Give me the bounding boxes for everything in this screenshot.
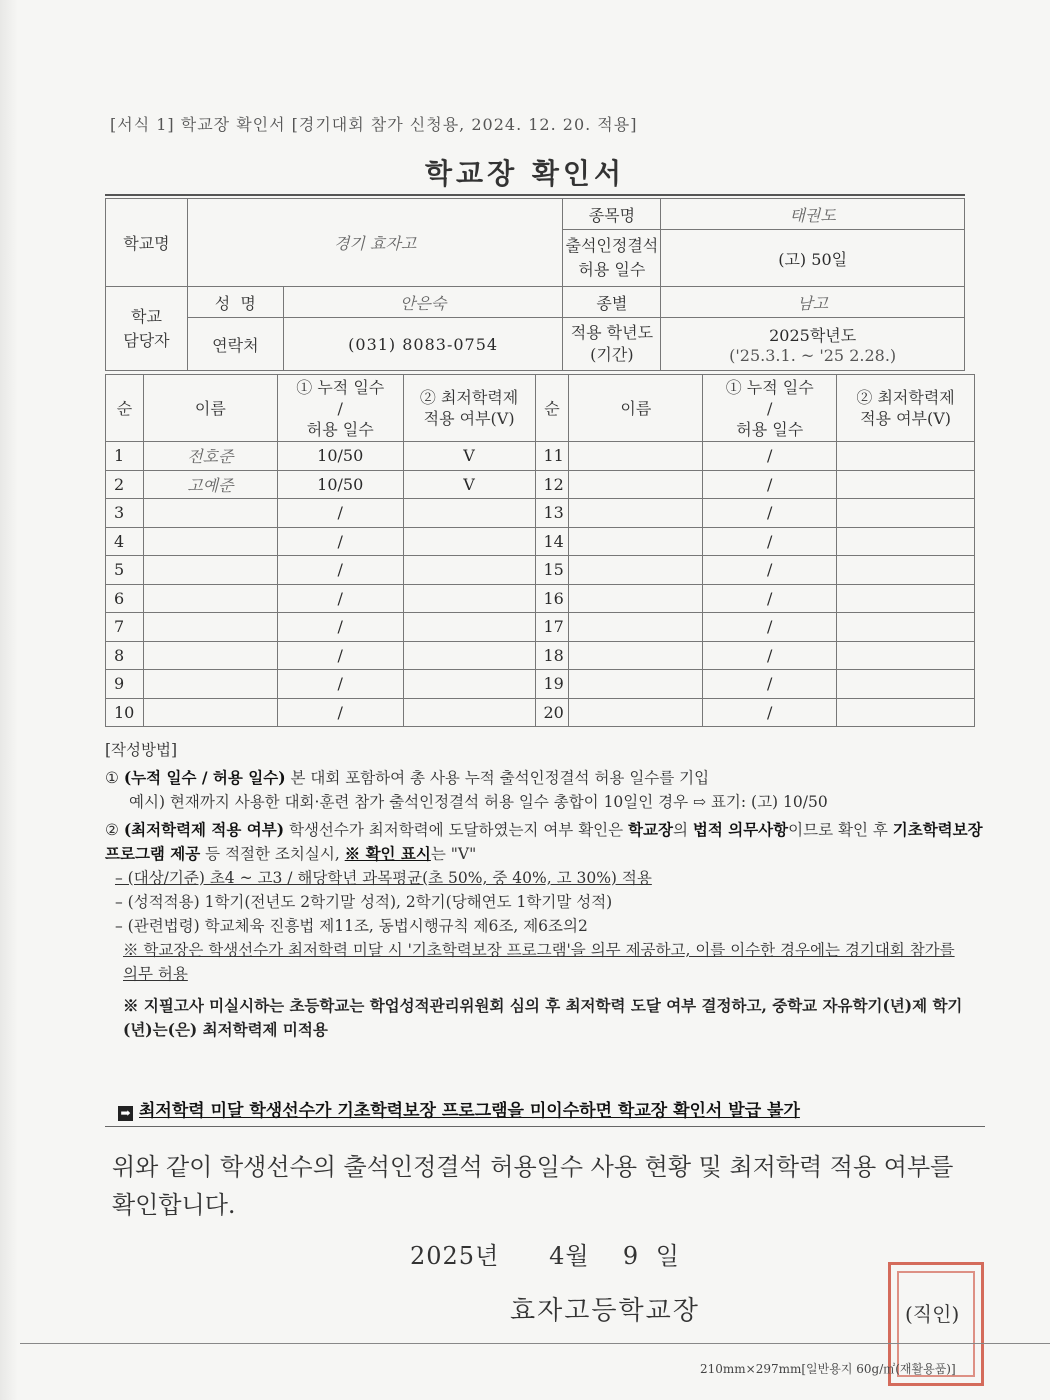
days-cell: / — [703, 670, 837, 699]
seq-cell: 19 — [535, 670, 569, 699]
paper-spec: 210mm×297mm[일반용지 60g/㎡(재활용품)] — [700, 1362, 956, 1376]
name-cell — [569, 584, 703, 613]
min-cell: V — [403, 442, 535, 471]
instruction-note-2: ※ 지필고사 미실시하는 초등학교는 학업성적관리위원회 심의 후 최저학력 도달 여부 결정하고, 중학교 자유학기(년)제 학기(년)는(은) 최저학력제 미적용 — [123, 996, 963, 1039]
seq-cell: 18 — [535, 641, 569, 670]
contact-value: (031) 8083-0754 — [283, 318, 563, 371]
name-label: 성 명 — [187, 287, 283, 318]
min-cell — [403, 613, 535, 642]
min-cell — [403, 698, 535, 727]
days-cell: 10/50 — [277, 470, 403, 499]
allow-days-label: 출석인정결석 허용 일수 — [563, 230, 661, 287]
seq-cell: 14 — [535, 527, 569, 556]
seq-cell: 16 — [535, 584, 569, 613]
name-cell — [143, 499, 277, 528]
min-cell — [837, 499, 975, 528]
instruction-target: – (대상/기준) 초4 ~ 고3 / 해당학년 과목평균(초 50%, 중 40%, 고 30%) 적용 — [115, 869, 652, 887]
gender-label: 종별 — [563, 287, 661, 318]
days-cell: / — [277, 556, 403, 585]
seq-cell: 12 — [535, 470, 569, 499]
min-header: ② 최저학력제 적용 여부(V) — [403, 375, 535, 442]
name-cell — [143, 613, 277, 642]
min-cell — [837, 470, 975, 499]
name-cell — [143, 698, 277, 727]
notice-line — [118, 1096, 800, 1121]
name-cell — [569, 556, 703, 585]
school-info-table — [105, 198, 965, 371]
gender-value: 남고 — [661, 287, 965, 318]
days-header: ① 누적 일수 / 허용 일수 — [277, 375, 403, 442]
min-cell — [837, 442, 975, 471]
min-cell: V — [403, 470, 535, 499]
school-label: 학교명 — [106, 199, 188, 287]
table-row — [106, 499, 975, 528]
year-period: ('25.3.1. ~ '25 2.28.) — [729, 346, 897, 365]
days-cell: / — [277, 670, 403, 699]
days-cell: 10/50 — [277, 442, 403, 471]
days-cell: / — [703, 641, 837, 670]
seq-cell: 20 — [535, 698, 569, 727]
min-cell — [837, 527, 975, 556]
seq-cell: 6 — [106, 584, 144, 613]
name-cell — [569, 670, 703, 699]
instruction-law: – (관련법령) 학교체육 진흥법 제11조, 동법시행규칙 제6조, 제6조의2 — [115, 917, 588, 935]
name-cell: 전호준 — [143, 442, 277, 471]
table-row — [106, 470, 975, 499]
table-row — [106, 613, 975, 642]
name-cell — [143, 670, 277, 699]
days-cell: / — [277, 499, 403, 528]
seq-cell: 4 — [106, 527, 144, 556]
sport-value: 태권도 — [661, 199, 965, 230]
arrow-box-icon: ➡ — [118, 1106, 133, 1121]
instruction-note-1: ※ 학교장은 학생선수가 최저학력 미달 시 '기초학력보장 프로그램'을 의무 제공하고, 이를 이수한 경우에는 경기대회 참가를 의무 허용 — [123, 941, 955, 983]
min-cell — [403, 670, 535, 699]
seal-label: (직인) — [905, 1302, 960, 1326]
days-cell: / — [703, 442, 837, 471]
section-rule — [105, 1126, 985, 1127]
form-header-line: [서식 1] 학교장 확인서 [경기대회 참가 신청용, 2024. 12. 20. 적용] — [110, 115, 638, 134]
days-cell: / — [703, 527, 837, 556]
table-row — [106, 527, 975, 556]
min-cell — [837, 584, 975, 613]
seq-header: 순 — [106, 375, 144, 442]
instructions-heading: [작성방법] — [105, 741, 177, 759]
name-cell — [569, 499, 703, 528]
seq-header-right: 순 — [535, 375, 569, 442]
days-cell: / — [703, 613, 837, 642]
min-header-right: ② 최저학력제 적용 여부(V) — [837, 375, 975, 442]
days-cell: / — [277, 641, 403, 670]
instruction-item-2: ② (최저학력제 적용 여부) 학생선수가 최저학력에 도달하였는지 여부 확인은 학교장의 법적 의무사항이므로 확인 후 기초학력보장 프로그램 제공 등 적절한 조치실시, ※ 확인 표시는 "V" — [105, 820, 983, 863]
days-cell: / — [277, 584, 403, 613]
days-cell: / — [703, 499, 837, 528]
writing-instructions — [105, 738, 985, 1042]
name-cell — [569, 641, 703, 670]
table-row — [106, 670, 975, 699]
days-header-right: ① 누적 일수 / 허용 일수 — [703, 375, 837, 442]
form-title: 학교장 확인서 — [424, 157, 626, 190]
name-cell — [143, 527, 277, 556]
days-cell: / — [277, 613, 403, 642]
year-value: 2025학년도 — [769, 326, 857, 345]
seq-cell: 11 — [535, 442, 569, 471]
seq-cell: 1 — [106, 442, 144, 471]
min-cell — [403, 527, 535, 556]
instruction-grade: – (성적적용) 1학기(전년도 2학기말 성적), 2학기(당해연도 1학기말 성적) — [115, 893, 613, 911]
seq-cell: 15 — [535, 556, 569, 585]
seq-cell: 7 — [106, 613, 144, 642]
manager-label: 학교 담당자 — [106, 287, 188, 371]
table-row — [106, 641, 975, 670]
min-cell — [403, 499, 535, 528]
min-cell — [837, 698, 975, 727]
table-row — [106, 556, 975, 585]
min-cell — [837, 641, 975, 670]
school-value: 경기 효자고 — [187, 199, 563, 287]
name-header-right: 이름 — [569, 375, 703, 442]
year-cell — [661, 318, 965, 371]
name-cell — [569, 527, 703, 556]
name-cell — [569, 613, 703, 642]
name-cell — [143, 584, 277, 613]
name-cell — [569, 442, 703, 471]
name-cell — [143, 556, 277, 585]
min-cell — [837, 613, 975, 642]
name-cell — [569, 470, 703, 499]
seq-cell: 3 — [106, 499, 144, 528]
instruction-example: 예시) 현재까지 사용한 대회·훈련 참가 출석인정결석 허용 일수 총합이 10일인 경우 ⇨ 표기: (고) 10/50 — [129, 793, 828, 811]
year-label: 적용 학년도 (기간) — [563, 318, 661, 371]
top-rule — [105, 194, 965, 196]
instruction-item-1: ① (누적 일수 / 허용 일수) 본 대회 포함하여 총 사용 누적 출석인정결석 허용 일수를 기입 — [105, 768, 710, 787]
seq-cell: 5 — [106, 556, 144, 585]
athlete-roster-table — [105, 374, 975, 727]
days-cell: / — [703, 584, 837, 613]
seq-cell: 2 — [106, 470, 144, 499]
min-cell — [403, 641, 535, 670]
days-cell: / — [277, 527, 403, 556]
seq-cell: 9 — [106, 670, 144, 699]
allow-days-value: (고) 50일 — [661, 230, 965, 287]
days-cell: / — [703, 470, 837, 499]
issue-date: 2025년 4월 9 일 — [410, 1242, 680, 1270]
manager-name-value: 안은숙 — [283, 287, 563, 318]
page-shadow — [0, 0, 18, 1400]
min-cell — [403, 556, 535, 585]
bottom-rule — [20, 1343, 1050, 1344]
min-cell — [837, 670, 975, 699]
notice-text: 최저학력 미달 학생선수가 기초학력보장 프로그램을 미이수하면 학교장 확인서 발급 불가 — [139, 1101, 800, 1121]
table-row — [106, 584, 975, 613]
table-row — [106, 698, 975, 727]
min-cell — [837, 556, 975, 585]
name-header: 이름 — [143, 375, 277, 442]
name-cell — [143, 641, 277, 670]
min-cell — [403, 584, 535, 613]
name-cell: 고예준 — [143, 470, 277, 499]
confirmation-statement: 위와 같이 학생선수의 출석인정결석 허용일수 사용 현황 및 최저학력 적용 여부를 확인합니다. — [112, 1153, 954, 1219]
seq-cell: 10 — [106, 698, 144, 727]
contact-label: 연락처 — [187, 318, 283, 371]
table-row — [106, 442, 975, 471]
seq-cell: 17 — [535, 613, 569, 642]
days-cell: / — [277, 698, 403, 727]
seq-cell: 8 — [106, 641, 144, 670]
name-cell — [569, 698, 703, 727]
days-cell: / — [703, 698, 837, 727]
days-cell: / — [703, 556, 837, 585]
seq-cell: 13 — [535, 499, 569, 528]
signer-title: 효자고등학교장 — [510, 1296, 700, 1326]
sport-label: 종목명 — [563, 199, 661, 230]
